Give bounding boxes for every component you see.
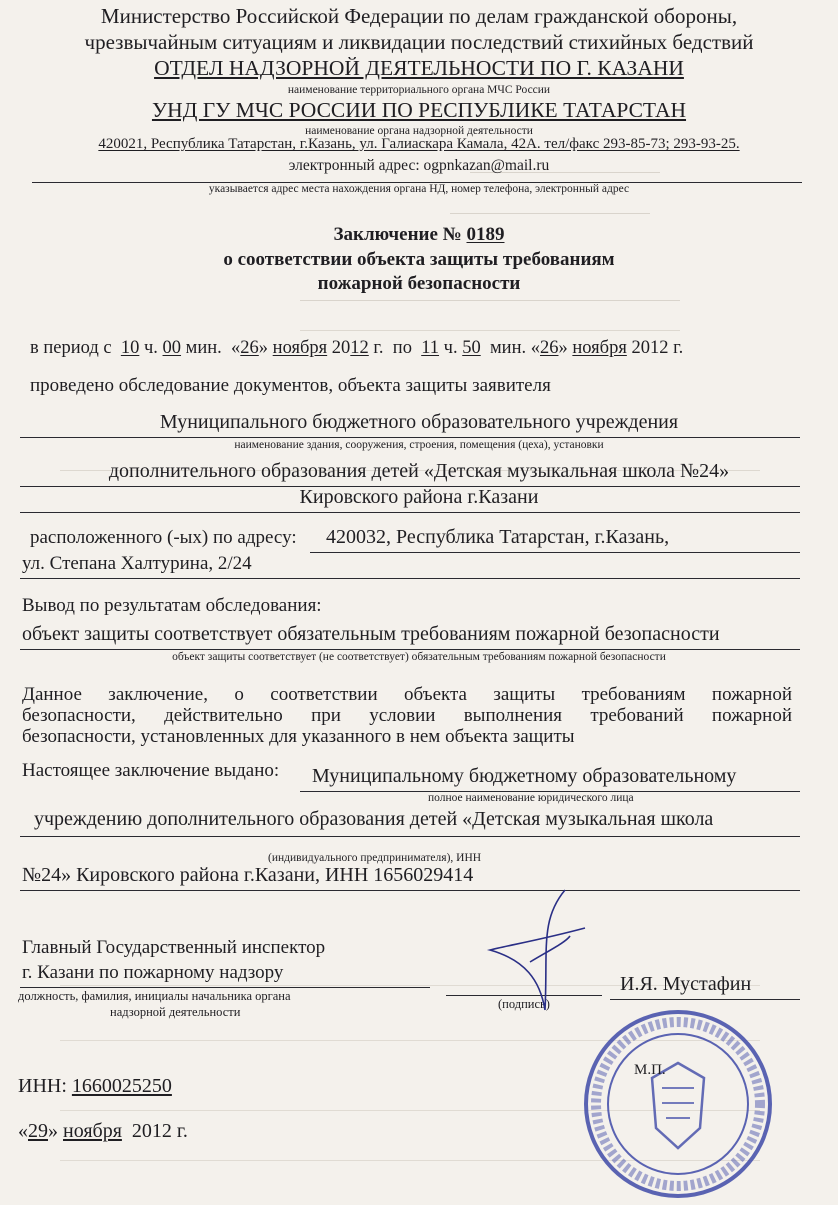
- issued-rule-3: [20, 890, 800, 891]
- address-rule-2: [20, 578, 800, 579]
- issued-caption-1: полное наименование юридического лица: [428, 792, 634, 804]
- conclusion-caption: объект защиты соответствует (не соответствует) обязательным требованиям пожарной безопасности: [172, 651, 666, 663]
- stamp-place-label: М.П.: [634, 1062, 666, 1078]
- title-line-3: пожарной безопасности: [317, 273, 521, 294]
- territorial-org: ОТДЕЛ НАДЗОРНОЙ ДЕЯТЕЛЬНОСТИ ПО Г. КАЗАНИ: [154, 56, 684, 80]
- applicant-line-3: Кировского района г.Казани: [299, 486, 539, 508]
- inn-line: ИНН: 1660025250: [18, 1075, 172, 1097]
- inspector-name: И.Я. Мустафин: [620, 973, 752, 995]
- signature-caption: (подпись): [498, 997, 550, 1011]
- applicant-rule-3: [20, 512, 800, 513]
- conclusion-rule: [20, 649, 800, 650]
- applicant-rule-1: [20, 437, 800, 438]
- inspection-period: в период с 10 ч. 00 мин. «26» ноября 2012 г. по 11 ч. 50 мин. «26» ноября 2012 г.: [30, 338, 684, 358]
- inspector-rule: [20, 987, 430, 988]
- inspection-text: проведено обследование документов, объекта защиты заявителя: [30, 375, 551, 396]
- issue-date: «29» ноября 2012 г.: [18, 1120, 188, 1142]
- conclusion-text: объект защиты соответствует обязательным требованиям пожарной безопасности: [22, 623, 720, 645]
- validity-line-1: Данное заключение, о соответствии объекта защиты требованиям пожарной: [22, 684, 792, 705]
- issued-line-1: Муниципальному бюджетному образовательному: [312, 765, 737, 787]
- inn-value: 1660025250: [71, 1075, 172, 1097]
- inspector-caption-1: должность, фамилия, инициалы начальника органа: [18, 989, 291, 1003]
- address-label: расположенного (-ых) по адресу:: [30, 527, 297, 548]
- email-line: электронный адрес: ogpnkazan@mail.ru: [288, 157, 550, 174]
- address-caption: указывается адрес места нахождения органа НД, номер телефона, электронный адрес: [208, 183, 630, 195]
- name-rule: [610, 999, 800, 1000]
- signature-scribble-icon: [470, 880, 610, 1020]
- conclusion-label: Вывод по результатам обследования:: [22, 595, 322, 616]
- territorial-org-caption: наименование территориального органа МЧС России: [287, 84, 551, 96]
- inspector-title-1: Главный Государственный инспектор: [22, 937, 326, 958]
- ministry-line-1: Министерство Российской Федерации по делам гражданской обороны,: [100, 4, 738, 28]
- applicant-caption: наименование здания, сооружения, строения, помещения (цеха), установки: [234, 439, 604, 451]
- applicant-line-2: дополнительного образования детей «Детская музыкальная школа №24»: [108, 460, 730, 482]
- applicant-line-1: Муниципального бюджетного образовательного учреждения: [159, 411, 679, 433]
- issued-label: Настоящее заключение выдано:: [22, 760, 280, 781]
- document-title: Заключение № 0189: [333, 224, 505, 245]
- ministry-line-2: чрезвычайным ситуациям и ликвидации последствий стихийных бедствий: [84, 30, 754, 54]
- issued-caption-2: (индивидуального предпринимателя), ИНН: [268, 852, 482, 864]
- issued-line-3: №24» Кировского района г.Казани, ИНН 1656029414: [22, 864, 474, 886]
- title-line-2: о соответствии объекта защиты требованиям: [223, 249, 615, 270]
- official-stamp: [582, 1008, 774, 1200]
- validity-line-2: безопасности, действительно при условии выполнения требований пожарной: [22, 705, 792, 726]
- address-rule-1: [310, 552, 800, 553]
- address-phone: 420021, Республика Татарстан, г.Казань, ул. Галиаскара Камала, 42А. тел/факс 293-85-73; 293-93-25.: [98, 136, 740, 152]
- issued-line-2: учреждению дополнительного образования детей «Детская музыкальная школа: [34, 808, 714, 830]
- inspector-caption-2: надзорной деятельности: [110, 1005, 241, 1019]
- inspector-title-2: г. Казани по пожарному надзору: [22, 962, 284, 983]
- validity-line-3: безопасности, установленных для указанного в нем объекта защиты: [22, 726, 575, 747]
- address-line-2: ул. Степана Халтурина, 2/24: [22, 553, 252, 574]
- issued-rule-2: [20, 836, 800, 837]
- supervisory-org: УНД ГУ МЧС РОССИИ ПО РЕСПУБЛИКЕ ТАТАРСТАН: [151, 98, 687, 122]
- address-line-1: 420032, Республика Татарстан, г.Казань,: [326, 526, 670, 548]
- stamp-seal-icon: [582, 1008, 774, 1200]
- document-number: 0189: [466, 224, 505, 245]
- supervisory-org-caption: наименование органа надзорной деятельности: [305, 125, 533, 137]
